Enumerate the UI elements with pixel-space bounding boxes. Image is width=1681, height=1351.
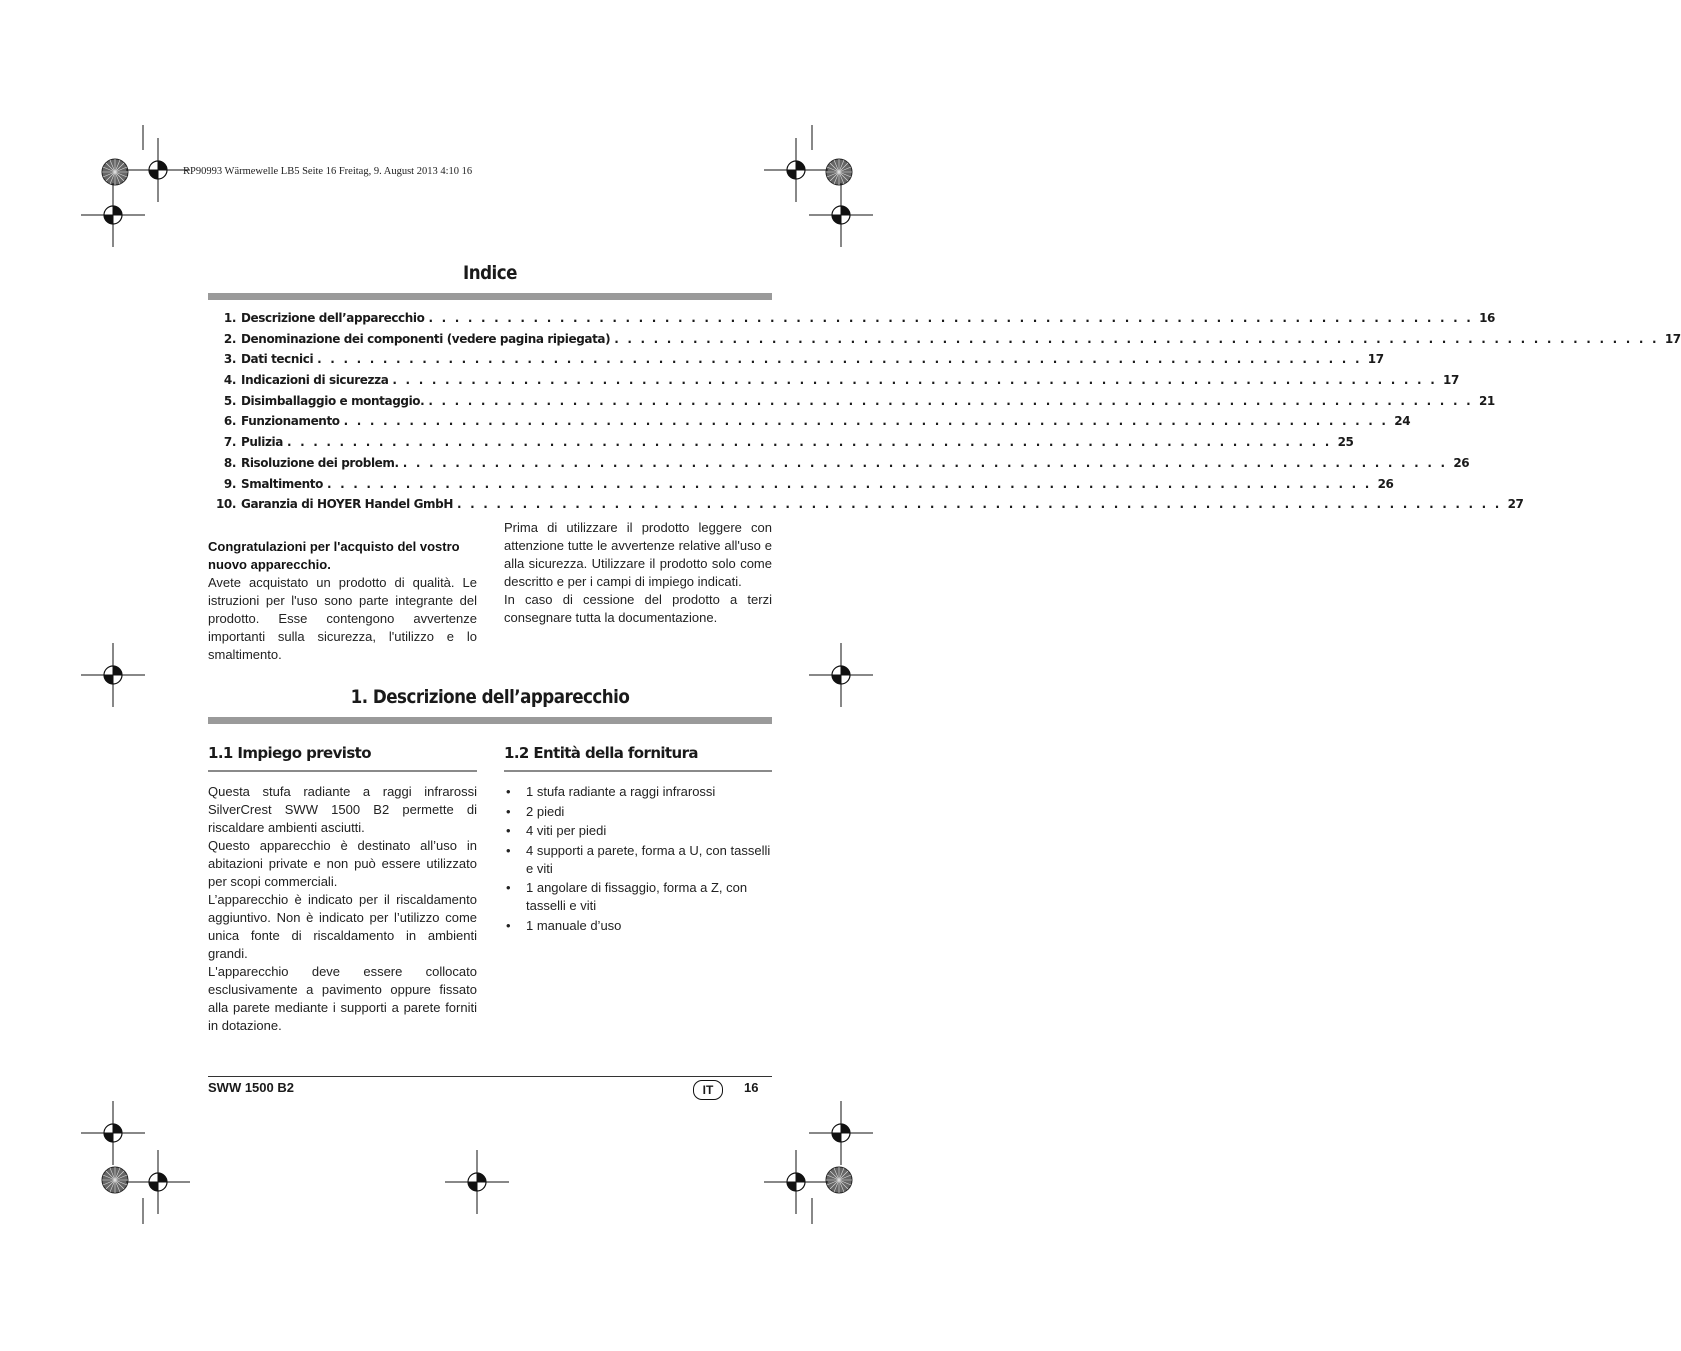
toc-leader-dots: . . . . . . . . . . . . . . . . . . . . . . . . . . . . . . . . . . . . . . . . . . . . . . . . . . . . . . . . . . . . . . . . . . . . . . . . . . . . . . . . [428, 393, 1473, 408]
toc-entry [208, 435, 1354, 456]
list-item [504, 842, 772, 878]
toc-entry-number: 4. [223, 373, 236, 388]
toc-entry-number: 3. [223, 352, 236, 367]
list-item [504, 803, 772, 821]
toc-leader-dots: . . . . . . . . . . . . . . . . . . . . . . . . . . . . . . . . . . . . . . . . . . . . . . . . . . . . . . . . . . . . . . . . . . . . . . . . . . . . . . . . [286, 435, 1332, 450]
toc-entry-page: 26 [1377, 476, 1394, 491]
toc-leader-dots: . . . . . . . . . . . . . . . . . . . . . . . . . . . . . . . . . . . . . . . . . . . . . . . . . . . . . . . . . . . . . . . . . . . . . . . . . . . . . . . . [317, 352, 1362, 367]
toc-entry-number: 9. [223, 476, 236, 491]
toc-entry-title: Garanzia di HOYER Handel GmbH [241, 497, 453, 512]
list-item [504, 917, 772, 935]
toc-entry-title: Denominazione dei componenti (vedere pagina ripiegata) [241, 331, 611, 346]
bullet-icon: • [506, 842, 511, 858]
toc-entry [208, 373, 1459, 394]
list-item-text: 4 supporti a parete, forma a U, con tasselli e viti [526, 842, 771, 876]
toc-entry-number: 10. [215, 497, 236, 512]
usage-paragraph: L'apparecchio deve essere collocato esclusivamente a pavimento oppure fissato alla parete mediante i supporti a parete forniti in dotazione. [208, 964, 477, 1033]
toc-entry-number: 1. [223, 311, 236, 325]
list-item-text: 1 stufa radiante a raggi infrarossi [526, 784, 716, 799]
toc-entry-number: 5. [223, 393, 236, 408]
list-item [504, 783, 772, 801]
toc-entry-page: 16 [1479, 311, 1495, 325]
list-item-text: 1 angolare di fissaggio, forma a Z, con tasselli e viti [526, 880, 748, 913]
toc-entry-page: 17 [1443, 373, 1459, 388]
toc-leader-dots: . . . . . . . . . . . . . . . . . . . . . . . . . . . . . . . . . . . . . . . . . . . . . . . . . . . . . . . . . . . . . . . . . . . . . . . . . . . . . . . . [392, 373, 1437, 388]
language-badge: IT [693, 1080, 723, 1100]
toc-leader-dots: . . . . . . . . . . . . . . . . . . . . . . . . . . . . . . . . . . . . . . . . . . . . . . . . . . . . . . . . . . . . . . . . . . . . . . . . . . . . . . . . [428, 311, 1473, 325]
toc-leader-dots: . . . . . . . . . . . . . . . . . . . . . . . . . . . . . . . . . . . . . . . . . . . . . . . . . . . . . . . . . . . . . . . . . . . . . . . . . . . . . . . . [326, 476, 1372, 491]
toc-leader-dots: . . . . . . . . . . . . . . . . . . . . . . . . . . . . . . . . . . . . . . . . . . . . . . . . . . . . . . . . . . . . . . . . . . . . . . . . . . . . . . . . [402, 455, 1448, 470]
section1-title: 1. Descrizione dell’apparecchio [350, 686, 630, 708]
toc-entry-number: 8. [223, 455, 236, 470]
index-title: Indice [463, 262, 517, 284]
toc-entry [208, 352, 1384, 373]
congratulations-heading: Congratulazioni per l'acquisto del vostro nuovo apparecchio. [208, 539, 460, 572]
index-title-bar [208, 293, 772, 300]
toc-entry-page: 21 [1478, 393, 1495, 408]
toc-entry-page: 26 [1453, 455, 1470, 470]
bullet-icon: • [506, 880, 511, 895]
table-of-contents [208, 311, 1681, 518]
toc-entry [208, 414, 1411, 435]
toc-entry-title: Descrizione dell’apparecchio [241, 311, 425, 325]
intro-right-paragraph-1: Prima di utilizzare il prodotto leggere con attenzione tutte le avvertenze relative all'uso e alla sicurezza. Utilizzare il prodotto solo come descritto e per i campi di impiego indicati. [504, 520, 772, 589]
list-item-text: 4 viti per piedi [526, 823, 607, 838]
list-item [504, 822, 772, 840]
subsection-1-1-rule [208, 770, 477, 772]
print-header: RP90993 Wärmewelle LB5 Seite 16 Freitag, 9. August 2013 4:10 16 [183, 166, 473, 177]
toc-entry-page: 25 [1337, 435, 1354, 450]
supply-list [504, 783, 772, 936]
subsection-1-1-title: 1.1 Impiego previsto [208, 744, 371, 762]
toc-entry [208, 455, 1470, 477]
intro-right-paragraph-2: In caso di cessione del prodotto a terzi consegnare tutta la documentazione. [504, 592, 772, 625]
toc-entry-number: 2. [223, 331, 236, 346]
section1-title-bar [208, 717, 772, 724]
usage-paragraph: Questa stufa radiante a raggi infrarossi SilverCrest SWW 1500 B2 permette di riscaldare ambienti asciutti. [208, 784, 477, 835]
toc-entry [208, 497, 1524, 518]
list-item-text: 1 manuale d’uso [526, 917, 622, 933]
toc-entry-page: 17 [1367, 352, 1384, 367]
page-number: 16 [744, 1080, 759, 1095]
toc-entry [208, 331, 1681, 353]
intro-left-column [208, 538, 477, 664]
toc-entry-title: Indicazioni di sicurezza [241, 373, 389, 388]
intro-left-text: Avete acquistato un prodotto di qualità. Le istruzioni per l'uso sono parte integrante del prodotto. Esse contengono avvertenze importanti sulla sicurezza, l'utilizzo e lo smaltimento. [208, 575, 477, 662]
toc-entry [208, 311, 1495, 332]
list-item-text: 2 piedi [526, 803, 565, 819]
toc-entry-page: 17 [1664, 331, 1681, 346]
list-item [504, 879, 772, 915]
toc-entry-title: Disimballaggio e montaggio. [241, 393, 425, 408]
toc-entry-title: Funzionamento [241, 414, 340, 429]
bullet-icon: • [506, 803, 511, 819]
bullet-icon: • [506, 823, 511, 838]
footer-rule [208, 1076, 772, 1077]
usage-paragraph: L’apparecchio è indicato per il riscaldamento aggiuntivo. Non è indicato per l’utilizzo come unica fonte di riscaldamento in ambienti grandi. [208, 892, 477, 961]
toc-leader-dots: . . . . . . . . . . . . . . . . . . . . . . . . . . . . . . . . . . . . . . . . . . . . . . . . . . . . . . . . . . . . . . . . . . . . . . . . . . . . . . . . [343, 414, 1389, 429]
usage-paragraph: Questo apparecchio è destinato all’uso in abitazioni private e non può essere utilizzato per scopi commerciali. [208, 838, 477, 889]
intro-right-column [504, 519, 772, 627]
toc-entry-number: 7. [223, 435, 236, 450]
toc-leader-dots: . . . . . . . . . . . . . . . . . . . . . . . . . . . . . . . . . . . . . . . . . . . . . . . . . . . . . . . . . . . . . . . . . . . . . . . . . . . . . . . . [614, 331, 1659, 346]
toc-entry-title: Smaltimento [241, 476, 323, 491]
footer-model: SWW 1500 B2 [208, 1080, 294, 1095]
bullet-icon: • [506, 784, 511, 799]
toc-entry-title: Risoluzione dei problem. [241, 455, 399, 470]
toc-entry [208, 476, 1394, 498]
bullet-icon: • [506, 917, 511, 933]
toc-entry-number: 6. [223, 414, 236, 429]
toc-entry [208, 393, 1495, 415]
subsection-1-1-body [208, 783, 477, 1035]
toc-entry-title: Pulizia [241, 435, 283, 450]
subsection-1-2-title: 1.2 Entità della fornitura [504, 744, 698, 762]
toc-leader-dots: . . . . . . . . . . . . . . . . . . . . . . . . . . . . . . . . . . . . . . . . . . . . . . . . . . . . . . . . . . . . . . . . . . . . . . . . . . . . . . . . [456, 497, 1502, 512]
toc-entry-page: 24 [1394, 414, 1411, 429]
toc-entry-title: Dati tecnici [241, 352, 314, 367]
subsection-1-2-rule [504, 770, 772, 772]
toc-entry-page: 27 [1507, 497, 1524, 512]
